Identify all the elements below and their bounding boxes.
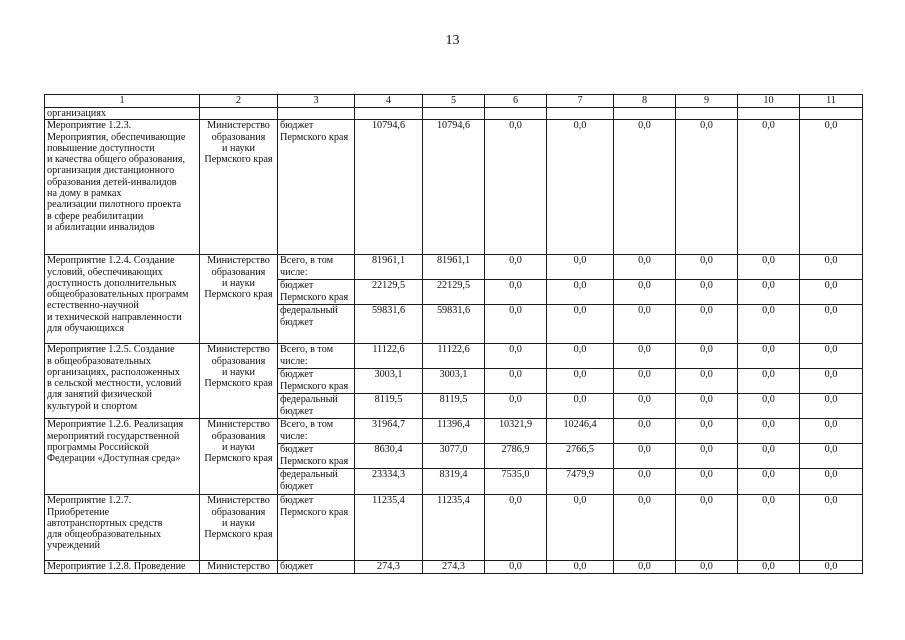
measure-name-cell: Мероприятие 1.2.4. Создание условий, обеспечивающих доступность дополнительных общеобразовательных программ естественно-научной и технической направленности для обучающихся xyxy=(45,255,200,344)
funding-source-cell: Всего, в том числе: xyxy=(278,344,355,369)
amount-cell: 0,0 xyxy=(676,419,738,444)
amount-cell: 23334,3 xyxy=(355,469,423,495)
amount-cell: 0,0 xyxy=(800,255,863,280)
amount-cell: 0,0 xyxy=(800,469,863,495)
column-header: 4 xyxy=(355,95,423,108)
amount-cell: 0,0 xyxy=(547,120,614,255)
amount-cell: 0,0 xyxy=(614,444,676,469)
executor-cell: Министерство образования и науки Пермского края xyxy=(200,120,278,255)
table-header-row xyxy=(45,95,863,108)
table-row xyxy=(45,120,863,255)
carry-over-text: организациях xyxy=(45,108,200,120)
measure-name-cell: Мероприятие 1.2.7. Приобретение автотранспортных средств для общеобразовательных учреждений xyxy=(45,495,200,561)
amount-cell: 7535,0 xyxy=(485,469,547,495)
amount-cell: 3003,1 xyxy=(423,369,485,394)
amount-cell: 31964,7 xyxy=(355,419,423,444)
amount-cell: 0,0 xyxy=(614,419,676,444)
funding-source-cell: бюджет Пермского края xyxy=(278,495,355,561)
amount-cell: 8630,4 xyxy=(355,444,423,469)
amount-cell: 8119,5 xyxy=(355,394,423,419)
amount-cell: 0,0 xyxy=(485,280,547,305)
carry-over-row xyxy=(45,108,863,120)
amount-cell: 0,0 xyxy=(738,120,800,255)
funding-source-cell: бюджет Пермского края xyxy=(278,280,355,305)
column-header: 10 xyxy=(738,95,800,108)
table-row xyxy=(45,255,863,280)
amount-cell: 0,0 xyxy=(485,305,547,344)
amount-cell: 59831,6 xyxy=(423,305,485,344)
executor-cell: Министерство образования и науки Пермского края xyxy=(200,495,278,561)
amount-cell: 0,0 xyxy=(800,495,863,561)
amount-cell: 0,0 xyxy=(614,394,676,419)
amount-cell: 0,0 xyxy=(800,280,863,305)
amount-cell: 8319,4 xyxy=(423,469,485,495)
funding-source-cell: бюджет xyxy=(278,561,355,573)
amount-cell: 0,0 xyxy=(614,280,676,305)
measures-body xyxy=(45,120,863,573)
amount-cell: 0,0 xyxy=(676,369,738,394)
amount-cell: 0,0 xyxy=(738,561,800,573)
column-header: 11 xyxy=(800,95,863,108)
amount-cell: 0,0 xyxy=(676,469,738,495)
funding-source-cell: бюджет Пермского края xyxy=(278,444,355,469)
amount-cell: 0,0 xyxy=(738,280,800,305)
amount-cell: 22129,5 xyxy=(423,280,485,305)
amount-cell: 0,0 xyxy=(676,280,738,305)
amount-cell: 0,0 xyxy=(547,561,614,573)
funding-source-cell: Всего, в том числе: xyxy=(278,419,355,444)
amount-cell: 0,0 xyxy=(485,394,547,419)
amount-cell: 0,0 xyxy=(800,394,863,419)
amount-cell: 0,0 xyxy=(614,344,676,369)
column-header: 6 xyxy=(485,95,547,108)
amount-cell: 10794,6 xyxy=(355,120,423,255)
amount-cell: 0,0 xyxy=(676,344,738,369)
amount-cell: 11122,6 xyxy=(355,344,423,369)
amount-cell: 0,0 xyxy=(485,120,547,255)
funding-source-cell: Всего, в том числе: xyxy=(278,255,355,280)
amount-cell: 0,0 xyxy=(800,369,863,394)
amount-cell: 0,0 xyxy=(547,495,614,561)
column-header: 3 xyxy=(278,95,355,108)
amount-cell: 2766,5 xyxy=(547,444,614,469)
column-header: 9 xyxy=(676,95,738,108)
amount-cell: 0,0 xyxy=(547,344,614,369)
amount-cell: 81961,1 xyxy=(355,255,423,280)
table-row xyxy=(45,419,863,444)
amount-cell: 3003,1 xyxy=(355,369,423,394)
amount-cell: 0,0 xyxy=(676,394,738,419)
amount-cell: 0,0 xyxy=(738,469,800,495)
executor-cell: Министерство образования и науки Пермского края xyxy=(200,344,278,419)
amount-cell: 59831,6 xyxy=(355,305,423,344)
amount-cell: 10794,6 xyxy=(423,120,485,255)
amount-cell: 0,0 xyxy=(738,369,800,394)
column-header: 5 xyxy=(423,95,485,108)
amount-cell: 274,3 xyxy=(423,561,485,573)
amount-cell: 274,3 xyxy=(355,561,423,573)
amount-cell: 0,0 xyxy=(738,344,800,369)
measure-name-cell: Мероприятие 1.2.3. Мероприятия, обеспечивающие повышение доступности и качества общего образования, организация дистанционного образования детей-инвалидов на дому в рамках реализации пилотного проекта в сфере реабилитации и абилитации инвалидов xyxy=(45,120,200,255)
amount-cell: 0,0 xyxy=(547,255,614,280)
amount-cell: 0,0 xyxy=(738,394,800,419)
amount-cell: 0,0 xyxy=(676,120,738,255)
amount-cell: 0,0 xyxy=(676,561,738,573)
budget-table xyxy=(44,94,863,574)
column-header: 2 xyxy=(200,95,278,108)
amount-cell: 2786,9 xyxy=(485,444,547,469)
amount-cell: 0,0 xyxy=(738,495,800,561)
amount-cell: 0,0 xyxy=(800,561,863,573)
funding-source-cell: федеральный бюджет xyxy=(278,469,355,495)
amount-cell: 0,0 xyxy=(614,305,676,344)
amount-cell: 0,0 xyxy=(547,280,614,305)
amount-cell: 11396,4 xyxy=(423,419,485,444)
executor-cell: Министерство образования и науки Пермского края xyxy=(200,255,278,344)
amount-cell: 0,0 xyxy=(614,495,676,561)
amount-cell: 0,0 xyxy=(738,305,800,344)
funding-source-cell: бюджет Пермского края xyxy=(278,120,355,255)
amount-cell: 0,0 xyxy=(676,495,738,561)
executor-cell: Министерство образования и науки Пермского края xyxy=(200,419,278,495)
amount-cell: 0,0 xyxy=(676,305,738,344)
amount-cell: 0,0 xyxy=(738,444,800,469)
amount-cell: 0,0 xyxy=(800,120,863,255)
column-header: 8 xyxy=(614,95,676,108)
amount-cell: 11122,6 xyxy=(423,344,485,369)
amount-cell: 0,0 xyxy=(676,444,738,469)
amount-cell: 0,0 xyxy=(800,305,863,344)
amount-cell: 0,0 xyxy=(800,444,863,469)
column-header: 1 xyxy=(45,95,200,108)
table-row xyxy=(45,561,863,573)
amount-cell: 0,0 xyxy=(800,419,863,444)
measure-name-cell: Мероприятие 1.2.6. Реализация мероприятий государственной программы Российской Федерации «Доступная среда» xyxy=(45,419,200,495)
amount-cell: 81961,1 xyxy=(423,255,485,280)
amount-cell: 0,0 xyxy=(547,394,614,419)
amount-cell: 0,0 xyxy=(485,369,547,394)
funding-source-cell: бюджет Пермского края xyxy=(278,369,355,394)
table-row xyxy=(45,495,863,561)
amount-cell: 0,0 xyxy=(485,255,547,280)
amount-cell: 0,0 xyxy=(547,369,614,394)
amount-cell: 0,0 xyxy=(485,495,547,561)
funding-source-cell: федеральный бюджет xyxy=(278,394,355,419)
amount-cell: 0,0 xyxy=(614,120,676,255)
amount-cell: 7479,9 xyxy=(547,469,614,495)
amount-cell: 0,0 xyxy=(614,469,676,495)
amount-cell: 0,0 xyxy=(614,369,676,394)
funding-source-cell: федеральный бюджет xyxy=(278,305,355,344)
amount-cell: 11235,4 xyxy=(355,495,423,561)
amount-cell: 3077,0 xyxy=(423,444,485,469)
measure-name-cell: Мероприятие 1.2.5. Создание в общеобразовательных организациях, расположенных в сельской местности, условий для занятий физической культурой и спортом xyxy=(45,344,200,419)
amount-cell: 0,0 xyxy=(676,255,738,280)
amount-cell: 0,0 xyxy=(614,255,676,280)
executor-cell: Министерство xyxy=(200,561,278,573)
amount-cell: 0,0 xyxy=(485,561,547,573)
page-number: 13 xyxy=(445,33,460,48)
measure-name-cell: Мероприятие 1.2.8. Проведение xyxy=(45,561,200,573)
amount-cell: 11235,4 xyxy=(423,495,485,561)
amount-cell: 22129,5 xyxy=(355,280,423,305)
amount-cell: 0,0 xyxy=(738,255,800,280)
amount-cell: 0,0 xyxy=(547,305,614,344)
amount-cell: 8119,5 xyxy=(423,394,485,419)
amount-cell: 10246,4 xyxy=(547,419,614,444)
amount-cell: 0,0 xyxy=(614,561,676,573)
table-row xyxy=(45,344,863,369)
amount-cell: 0,0 xyxy=(738,419,800,444)
amount-cell: 0,0 xyxy=(485,344,547,369)
amount-cell: 0,0 xyxy=(800,344,863,369)
amount-cell: 10321,9 xyxy=(485,419,547,444)
column-header: 7 xyxy=(547,95,614,108)
